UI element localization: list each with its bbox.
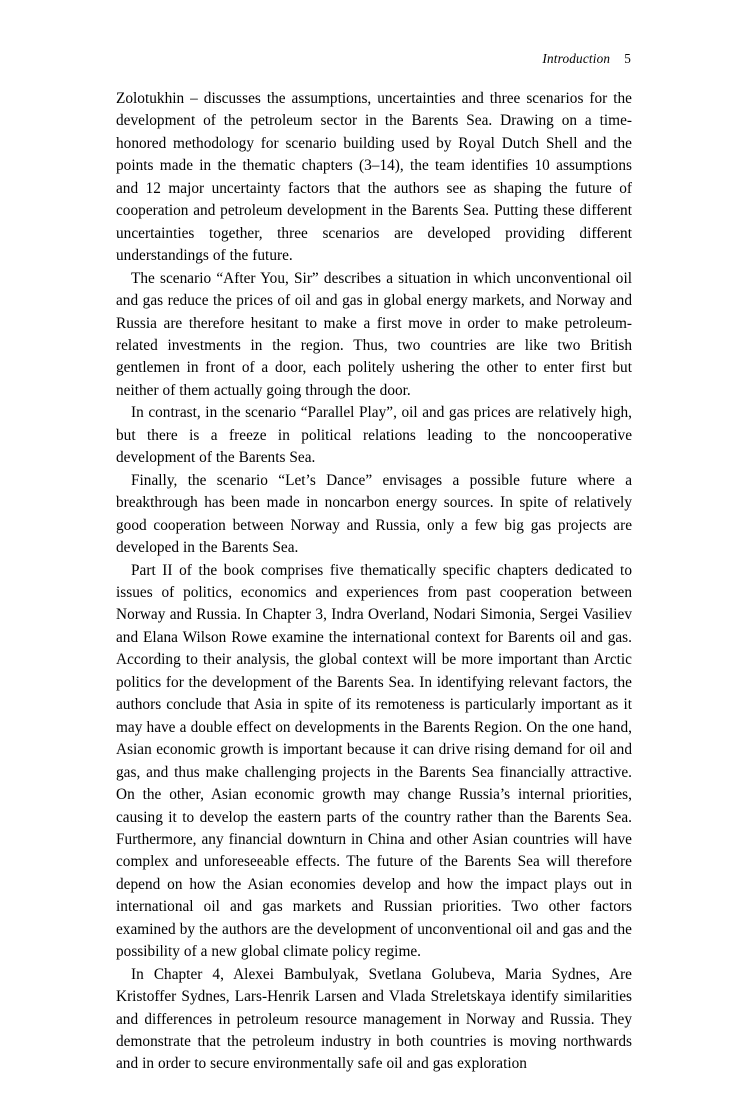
page-number: 5 [624,51,631,66]
paragraph: Zolotukhin – discusses the assumptions, uncertainties and three scenarios for the development of the petroleum sector in the Barents Sea. Drawing on a time-honored methodology for scenario building used by Royal Dutch Shell and the points made in the thematic chapters (3–14), the team identifies 10 assumptions and 12 major uncertainty factors that the authors see as shaping the future of cooperation and petroleum development in the Barents Sea. Putting these different uncertainties together, three scenarios are developed providing different understandings of the future. [116,90,632,265]
paragraph: Part II of the book comprises five thematically specific chapters dedicated to issues of politics, economics and experiences from past cooperation between Norway and Russia. In Chapter 3, Indra Overland, Nodari Simonia, Sergei Vasiliev and Elana Wilson Rowe examine the international context for Barents oil and gas. According to their analysis, the global context will be more important than Arctic politics for the development of the Barents Sea. In identifying relevant factors, the authors conclude that Asia in spite of its remoteness is particularly important as it may have a double effect on developments in the Barents Region. On the one hand, Asian economic growth is important because it can drive rising demand for oil and gas, and thus make challenging projects in the Barents Sea financially attractive. On the other, Asian economic growth may change Russia’s internal priorities, causing it to develop the eastern parts of the country rather than the Barents Sea. Furthermore, any financial downturn in China and other Asian countries will have complex and unforeseeable effects. The future of the Barents Sea will therefore depend on how the Asian economies develop and how the impact plays out in international oil and gas markets and Russian priorities. Two other factors examined by the authors are the development of unconventional oil and gas and the possibility of a new global climate policy regime. [116,561,632,961]
body-text-block [116,88,632,1076]
paragraph: Finally, the scenario “Let’s Dance” envisages a possible future where a breakthrough has been made in noncarbon energy sources. In spite of relatively good cooperation between Norway and Russia, only a few big gas projects are developed in the Barents Sea. [116,471,632,557]
running-header-title: Introduction [542,51,611,66]
paragraph: The scenario “After You, Sir” describes a situation in which unconventional oil and gas reduce the prices of oil and gas in global energy markets, and Norway and Russia are therefore hesitant to make a first move in order to make petroleum-related investments in the region. Thus, two countries are like two British gentlemen in front of a door, each politely ushering the other to enter first but neither of them actually going through the door. [116,269,632,399]
paragraph: In contrast, in the scenario “Parallel Play”, oil and gas prices are relatively high, but there is a freeze in political relations leading to the noncooperative development of the Barents Sea. [116,404,632,467]
paragraph: In Chapter 4, Alexei Bambulyak, Svetlana Golubeva, Maria Sydnes, Are Kristoffer Sydnes, Lars-Henrik Larsen and Vlada Streletskaya identify similarities and differences in petroleum resource management in Norway and Russia. They demonstrate that the petroleum industry in both countries is moving northwards and in order to secure environmentally safe oil and gas exploration [116,965,632,1073]
running-header [116,51,631,67]
